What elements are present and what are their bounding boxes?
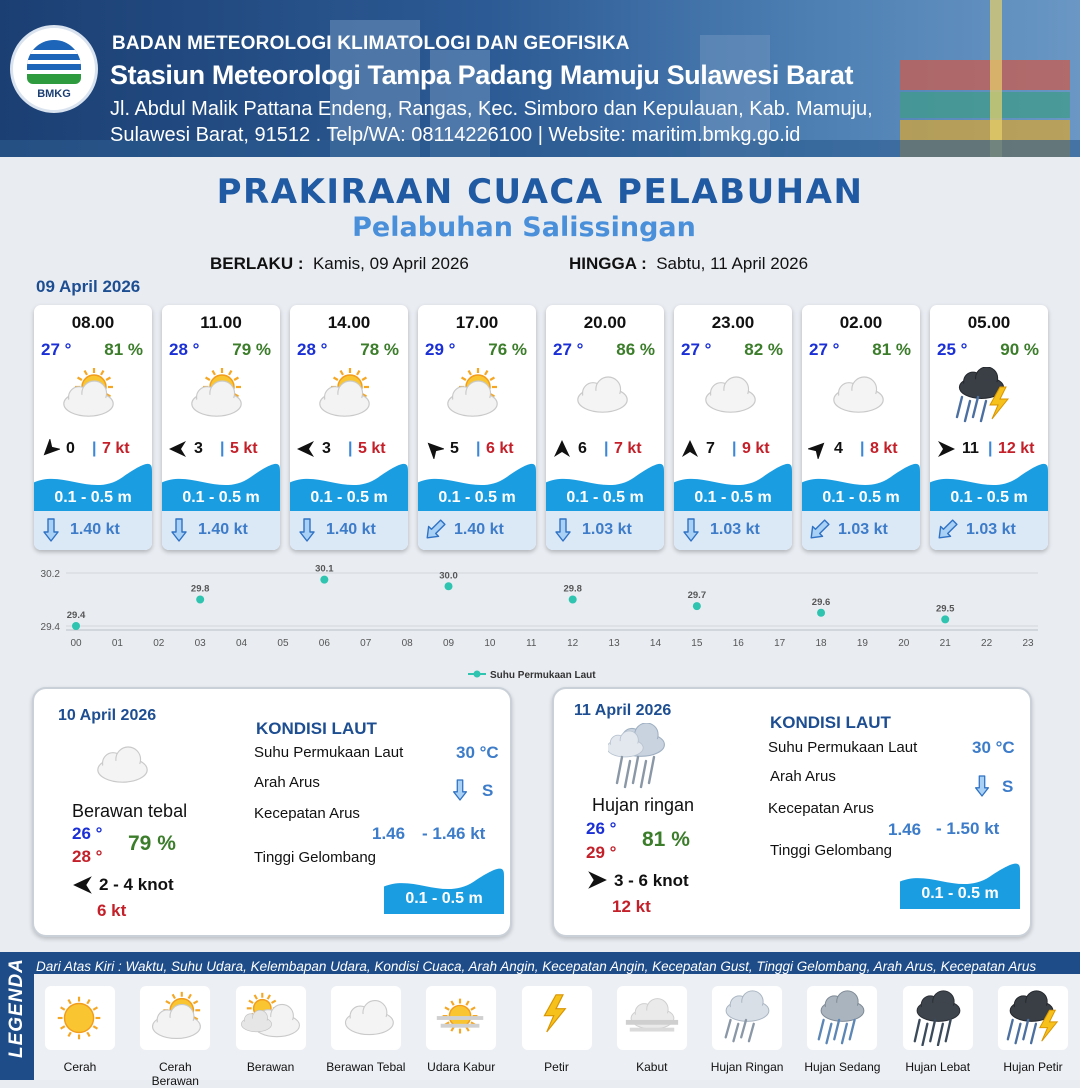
address-line-2: Sulawesi Barat, 91512 . Telp/WA: 08114226100 | Website: maritim.bmkg.go.id xyxy=(110,124,801,146)
current-direction-icon xyxy=(40,517,62,543)
current-speed: 1.03 kt xyxy=(710,521,760,538)
forecast-time: 17.00 xyxy=(455,313,499,332)
day3-wave-label: Tinggi Gelombang xyxy=(770,842,893,859)
wave-height: 0.1 - 0.5 m xyxy=(182,489,260,506)
forecast-time: 05.00 xyxy=(967,313,1011,332)
hourly-card xyxy=(162,305,280,550)
data-label: 30.1 xyxy=(315,563,334,575)
hujan-petir-icon xyxy=(952,367,1028,427)
x-tick-label: 05 xyxy=(277,638,289,649)
day2-wave-value: 0.1 - 0.5 m xyxy=(405,890,483,907)
forecast-time: 02.00 xyxy=(839,313,883,332)
day3-panel xyxy=(552,687,1032,937)
data-point xyxy=(941,615,949,623)
day3-wind-speed: 3 - 6 knot xyxy=(614,871,689,890)
day3-sst-value: 30 °C xyxy=(972,738,1015,757)
hourly-card xyxy=(290,305,408,550)
separator: | xyxy=(92,440,97,457)
x-tick-label: 22 xyxy=(981,638,993,649)
cerah-berawan-icon xyxy=(184,367,260,427)
legend-label: Hujan Petir xyxy=(1003,1060,1063,1074)
x-tick-label: 16 xyxy=(732,638,744,649)
hourly-card xyxy=(418,305,536,550)
valid-from: BERLAKU : Kamis, 09 April 2026 xyxy=(210,254,469,273)
humidity: 90 % xyxy=(1000,340,1039,359)
legend-icon-box xyxy=(331,986,401,1050)
x-tick-label: 15 xyxy=(691,638,703,649)
day3-temp-max: 29 ° xyxy=(586,843,617,862)
current-direction-icon xyxy=(424,517,446,543)
air-temperature: 27 ° xyxy=(809,340,840,359)
udara-kabur-icon xyxy=(431,990,491,1046)
wind-direction-icon xyxy=(424,439,444,459)
data-point xyxy=(817,609,825,617)
legend-label: Cerah xyxy=(63,1060,97,1074)
legend-label: Hujan Ringan xyxy=(710,1060,784,1074)
x-tick-label: 17 xyxy=(774,638,786,649)
berawan-icon xyxy=(241,990,301,1046)
legend-item xyxy=(40,986,120,1074)
berawan-tebal-icon xyxy=(336,990,396,1046)
legend-icon-box xyxy=(903,986,973,1050)
day2-weather-icon xyxy=(88,737,164,789)
day2-current-dir-value: S xyxy=(482,781,494,800)
x-tick-label: 09 xyxy=(442,638,455,649)
data-point xyxy=(445,582,453,590)
gust-speed: 5 kt xyxy=(230,440,258,457)
wind-direction-icon xyxy=(296,439,316,459)
day2-current-speed-max: - 1.46 kt xyxy=(422,824,486,843)
bmkg-logo: BMKG xyxy=(10,25,98,113)
gust-speed: 7 kt xyxy=(102,440,130,457)
legend-item xyxy=(231,986,311,1074)
data-point xyxy=(196,596,204,604)
data-point xyxy=(72,622,80,630)
data-label: 30.0 xyxy=(439,570,458,582)
day2-temp-min: 26 ° xyxy=(72,824,103,843)
hourly-card xyxy=(34,305,152,550)
current-speed: 1.03 kt xyxy=(966,521,1016,538)
gust-speed: 6 kt xyxy=(486,440,514,457)
day3-current-speed-label: Kecepatan Arus xyxy=(768,800,874,817)
legend-item xyxy=(707,986,787,1074)
x-tick-label: 00 xyxy=(70,638,82,649)
wind-speed: 0 xyxy=(66,440,75,457)
air-temperature: 29 ° xyxy=(425,340,456,359)
day2-wind-direction-icon xyxy=(72,874,94,896)
day3-date: 11 April 2026 xyxy=(574,702,672,719)
x-tick-label: 10 xyxy=(484,638,496,649)
cerah-berawan-icon xyxy=(312,367,388,427)
day3-wind-direction-icon xyxy=(586,869,608,891)
petir-icon xyxy=(527,990,587,1046)
agency-name: BADAN METEOROLOGI KLIMATOLOGI DAN GEOFISIKA xyxy=(112,33,630,54)
day2-sea-title: KONDISI LAUT xyxy=(256,719,377,738)
data-point xyxy=(693,602,701,610)
legend-item xyxy=(135,986,215,1088)
day3-weather-icon xyxy=(608,723,678,799)
day2-gust: 6 kt xyxy=(97,901,127,920)
address-line-1: Jl. Abdul Malik Pattana Endeng, Rangas, Kec. Simboro dan Kepulauan, Kab. Mamuju, xyxy=(110,98,873,120)
separator: | xyxy=(604,440,609,457)
current-speed: 1.40 kt xyxy=(70,521,120,538)
forecast-time: 08.00 xyxy=(71,313,115,332)
berawan-tebal-icon xyxy=(696,367,772,427)
wind-direction-icon xyxy=(936,439,956,459)
day2-temp-max: 28 ° xyxy=(72,847,103,866)
hujan-sedang-icon xyxy=(812,990,872,1046)
hujan-ringan-icon xyxy=(717,990,777,1046)
x-tick-label: 06 xyxy=(318,638,330,649)
data-point xyxy=(320,576,328,584)
current-direction-icon xyxy=(168,517,190,543)
day3-gust: 12 kt xyxy=(612,897,651,916)
data-label: 29.4 xyxy=(66,610,86,621)
day2-current-speed-min: 1.46 xyxy=(372,824,406,843)
legend-icon-box xyxy=(712,986,782,1050)
legend-label: Hujan Lebat xyxy=(905,1060,971,1074)
x-tick-label: 13 xyxy=(608,638,620,649)
current-direction-icon xyxy=(296,517,318,543)
wind-direction-icon xyxy=(40,439,60,459)
day3-wave-value: 0.1 - 0.5 m xyxy=(921,885,999,902)
wind-speed: 3 xyxy=(194,440,203,457)
current-speed: 1.03 kt xyxy=(838,521,888,538)
hourly-card xyxy=(674,305,792,550)
day2-condition: Berawan tebal xyxy=(72,801,188,821)
x-tick-label: 19 xyxy=(856,638,868,649)
current-direction-icon xyxy=(936,517,958,543)
kabut-icon xyxy=(622,990,682,1046)
day3-current-dir-label: Arah Arus xyxy=(770,768,836,785)
current-speed: 1.40 kt xyxy=(198,521,248,538)
air-temperature: 28 ° xyxy=(169,340,200,359)
wave-height: 0.1 - 0.5 m xyxy=(694,489,772,506)
day3-current-dir-value: S xyxy=(1002,777,1014,796)
x-tick-label: 14 xyxy=(649,638,662,649)
humidity: 81 % xyxy=(104,340,143,359)
legend-label: Berawan Tebal xyxy=(326,1060,406,1074)
wave-height: 0.1 - 0.5 m xyxy=(54,489,132,506)
wind-speed: 3 xyxy=(322,440,331,457)
legend-item xyxy=(421,986,501,1074)
legend-icon-box xyxy=(807,986,877,1050)
legend-item xyxy=(802,986,882,1074)
wave-height: 0.1 - 0.5 m xyxy=(438,489,516,506)
y-tick-label: 29.4 xyxy=(40,622,60,633)
cerah-berawan-icon xyxy=(56,367,132,427)
hourly-card xyxy=(802,305,920,550)
cerah-berawan-icon xyxy=(145,990,205,1046)
data-label: 29.7 xyxy=(687,590,707,602)
hujan-petir-icon xyxy=(1003,990,1063,1046)
wave-height: 0.1 - 0.5 m xyxy=(310,489,388,506)
air-temperature: 28 ° xyxy=(297,340,328,359)
berawan-tebal-icon xyxy=(568,367,644,427)
wind-speed: 5 xyxy=(450,440,459,457)
current-speed: 1.40 kt xyxy=(326,521,376,538)
day2-sst-label: Suhu Permukaan Laut xyxy=(254,744,404,761)
day2-panel xyxy=(32,687,512,937)
day2-wind-speed: 2 - 4 knot xyxy=(99,875,174,894)
air-temperature: 27 ° xyxy=(681,340,712,359)
gust-speed: 12 kt xyxy=(998,440,1035,457)
day3-current-direction-icon xyxy=(972,773,992,799)
legend-icon-box xyxy=(522,986,592,1050)
humidity: 78 % xyxy=(360,340,399,359)
x-tick-label: 08 xyxy=(401,638,413,649)
legend-label: Berawan xyxy=(246,1060,295,1074)
gust-speed: 9 kt xyxy=(742,440,770,457)
x-tick-label: 01 xyxy=(111,638,123,649)
gust-speed: 7 kt xyxy=(614,440,642,457)
wave-height: 0.1 - 0.5 m xyxy=(822,489,900,506)
day2-humidity: 79 % xyxy=(128,832,176,855)
legend-marker xyxy=(474,671,481,678)
humidity: 82 % xyxy=(744,340,783,359)
gust-speed: 8 kt xyxy=(870,440,898,457)
hourly-card xyxy=(546,305,664,550)
cerah-icon xyxy=(50,990,110,1046)
day3-current-speed-max: - 1.50 kt xyxy=(936,819,1000,838)
legend-icon-box xyxy=(45,986,115,1050)
day2-sst-value: 30 °C xyxy=(456,743,499,762)
legend-title: LEGENDA xyxy=(6,958,27,1058)
x-tick-label: 03 xyxy=(194,638,206,649)
data-label: 29.5 xyxy=(935,603,955,615)
x-tick-label: 02 xyxy=(153,638,165,649)
x-tick-label: 07 xyxy=(360,638,372,649)
separator: | xyxy=(988,440,993,457)
day3-current-speed-min: 1.46 xyxy=(888,820,922,839)
forecast-time: 20.00 xyxy=(583,313,627,332)
page-subtitle: Pelabuhan Salissingan xyxy=(352,212,696,243)
day2-wave-label: Tinggi Gelombang xyxy=(254,849,377,866)
day1-date: 09 April 2026 xyxy=(36,277,141,296)
x-tick-label: 18 xyxy=(815,638,827,649)
legend-label: Suhu Permukaan Laut xyxy=(490,670,596,681)
legend-item xyxy=(898,986,978,1074)
current-direction-icon xyxy=(808,517,830,543)
day3-temp-min: 26 ° xyxy=(586,819,617,838)
humidity: 86 % xyxy=(616,340,655,359)
valid-to: HINGGA : Sabtu, 11 April 2026 xyxy=(569,254,809,273)
day2-date: 10 April 2026 xyxy=(58,707,157,724)
legend-label: Cerah Berawan xyxy=(151,1060,199,1088)
wind-speed: 4 xyxy=(834,440,843,457)
x-tick-label: 21 xyxy=(939,638,951,649)
day2-current-direction-icon xyxy=(450,777,470,803)
day3-humidity: 81 % xyxy=(642,828,690,851)
data-label: 29.6 xyxy=(811,596,831,608)
legend-icon-box xyxy=(236,986,306,1050)
separator: | xyxy=(732,440,737,457)
legend-label: Udara Kabur xyxy=(427,1060,496,1074)
forecast-time: 11.00 xyxy=(200,313,242,332)
day2-current-dir-label: Arah Arus xyxy=(254,774,320,791)
x-tick-label: 12 xyxy=(567,638,579,649)
separator: | xyxy=(348,440,353,457)
data-label: 29.8 xyxy=(563,583,582,595)
legend-item xyxy=(612,986,692,1074)
legend-label: Hujan Sedang xyxy=(804,1060,881,1074)
legend-icon-box xyxy=(426,986,496,1050)
day3-sst-label: Suhu Permukaan Laut xyxy=(768,739,918,756)
hourly-card xyxy=(930,305,1048,550)
legend-item xyxy=(993,986,1073,1074)
data-point xyxy=(569,596,577,604)
air-temperature: 27 ° xyxy=(553,340,584,359)
humidity: 79 % xyxy=(232,340,271,359)
wind-speed: 11 xyxy=(962,440,979,457)
legend-icon-box xyxy=(617,986,687,1050)
x-tick-label: 04 xyxy=(236,638,248,649)
forecast-time: 23.00 xyxy=(711,313,755,332)
humidity: 81 % xyxy=(872,340,911,359)
wind-direction-icon xyxy=(168,439,188,459)
forecast-time: 14.00 xyxy=(327,313,371,332)
wave-height: 0.1 - 0.5 m xyxy=(950,489,1028,506)
wind-direction-icon xyxy=(552,439,572,459)
separator: | xyxy=(476,440,481,457)
x-tick-label: 20 xyxy=(898,638,910,649)
legend-label: Petir xyxy=(544,1060,569,1074)
legend-item xyxy=(326,986,406,1074)
berawan-tebal-icon xyxy=(824,367,900,427)
x-tick-label: 23 xyxy=(1022,638,1034,649)
current-speed: 1.40 kt xyxy=(454,521,504,538)
wind-direction-icon xyxy=(680,439,700,459)
day3-sea-title: KONDISI LAUT xyxy=(770,713,891,732)
current-speed: 1.03 kt xyxy=(582,521,632,538)
x-tick-label: 11 xyxy=(526,638,537,649)
legend-item xyxy=(517,986,597,1074)
wind-speed: 6 xyxy=(578,440,587,457)
station-name: Stasiun Meteorologi Tampa Padang Mamuju Sulawesi Barat xyxy=(110,60,854,90)
page-title: PRAKIRAAN CUACA PELABUHAN xyxy=(216,172,864,212)
current-direction-icon xyxy=(680,517,702,543)
day2-current-speed-label: Kecepatan Arus xyxy=(254,805,360,822)
air-temperature: 27 ° xyxy=(41,340,72,359)
sst-chart xyxy=(30,560,1050,685)
air-temperature: 25 ° xyxy=(937,340,968,359)
separator: | xyxy=(220,440,225,457)
gust-speed: 5 kt xyxy=(358,440,386,457)
header-banner xyxy=(0,0,1080,157)
data-label: 29.8 xyxy=(190,583,210,595)
legend-description: Dari Atas Kiri : Waktu, Suhu Udara, Kelembapan Udara, Kondisi Cuaca, Arah Angin, Kecepatan Angin, Kecepatan Gust, Tinggi Gelombang, Arah Arus, Kecepatan Arus xyxy=(36,959,1037,974)
legend-icon-box xyxy=(140,986,210,1050)
humidity: 76 % xyxy=(488,340,527,359)
hujan-lebat-icon xyxy=(908,990,968,1046)
y-tick-label: 30.2 xyxy=(40,569,60,580)
day3-condition: Hujan ringan xyxy=(592,795,695,815)
wave-height: 0.1 - 0.5 m xyxy=(566,489,644,506)
wind-direction-icon xyxy=(808,439,828,459)
wind-speed: 7 xyxy=(706,440,715,457)
current-direction-icon xyxy=(552,517,574,543)
separator: | xyxy=(860,440,865,457)
cerah-berawan-icon xyxy=(440,367,516,427)
legend-label: Kabut xyxy=(636,1060,668,1074)
legend-icon-box xyxy=(998,986,1068,1050)
